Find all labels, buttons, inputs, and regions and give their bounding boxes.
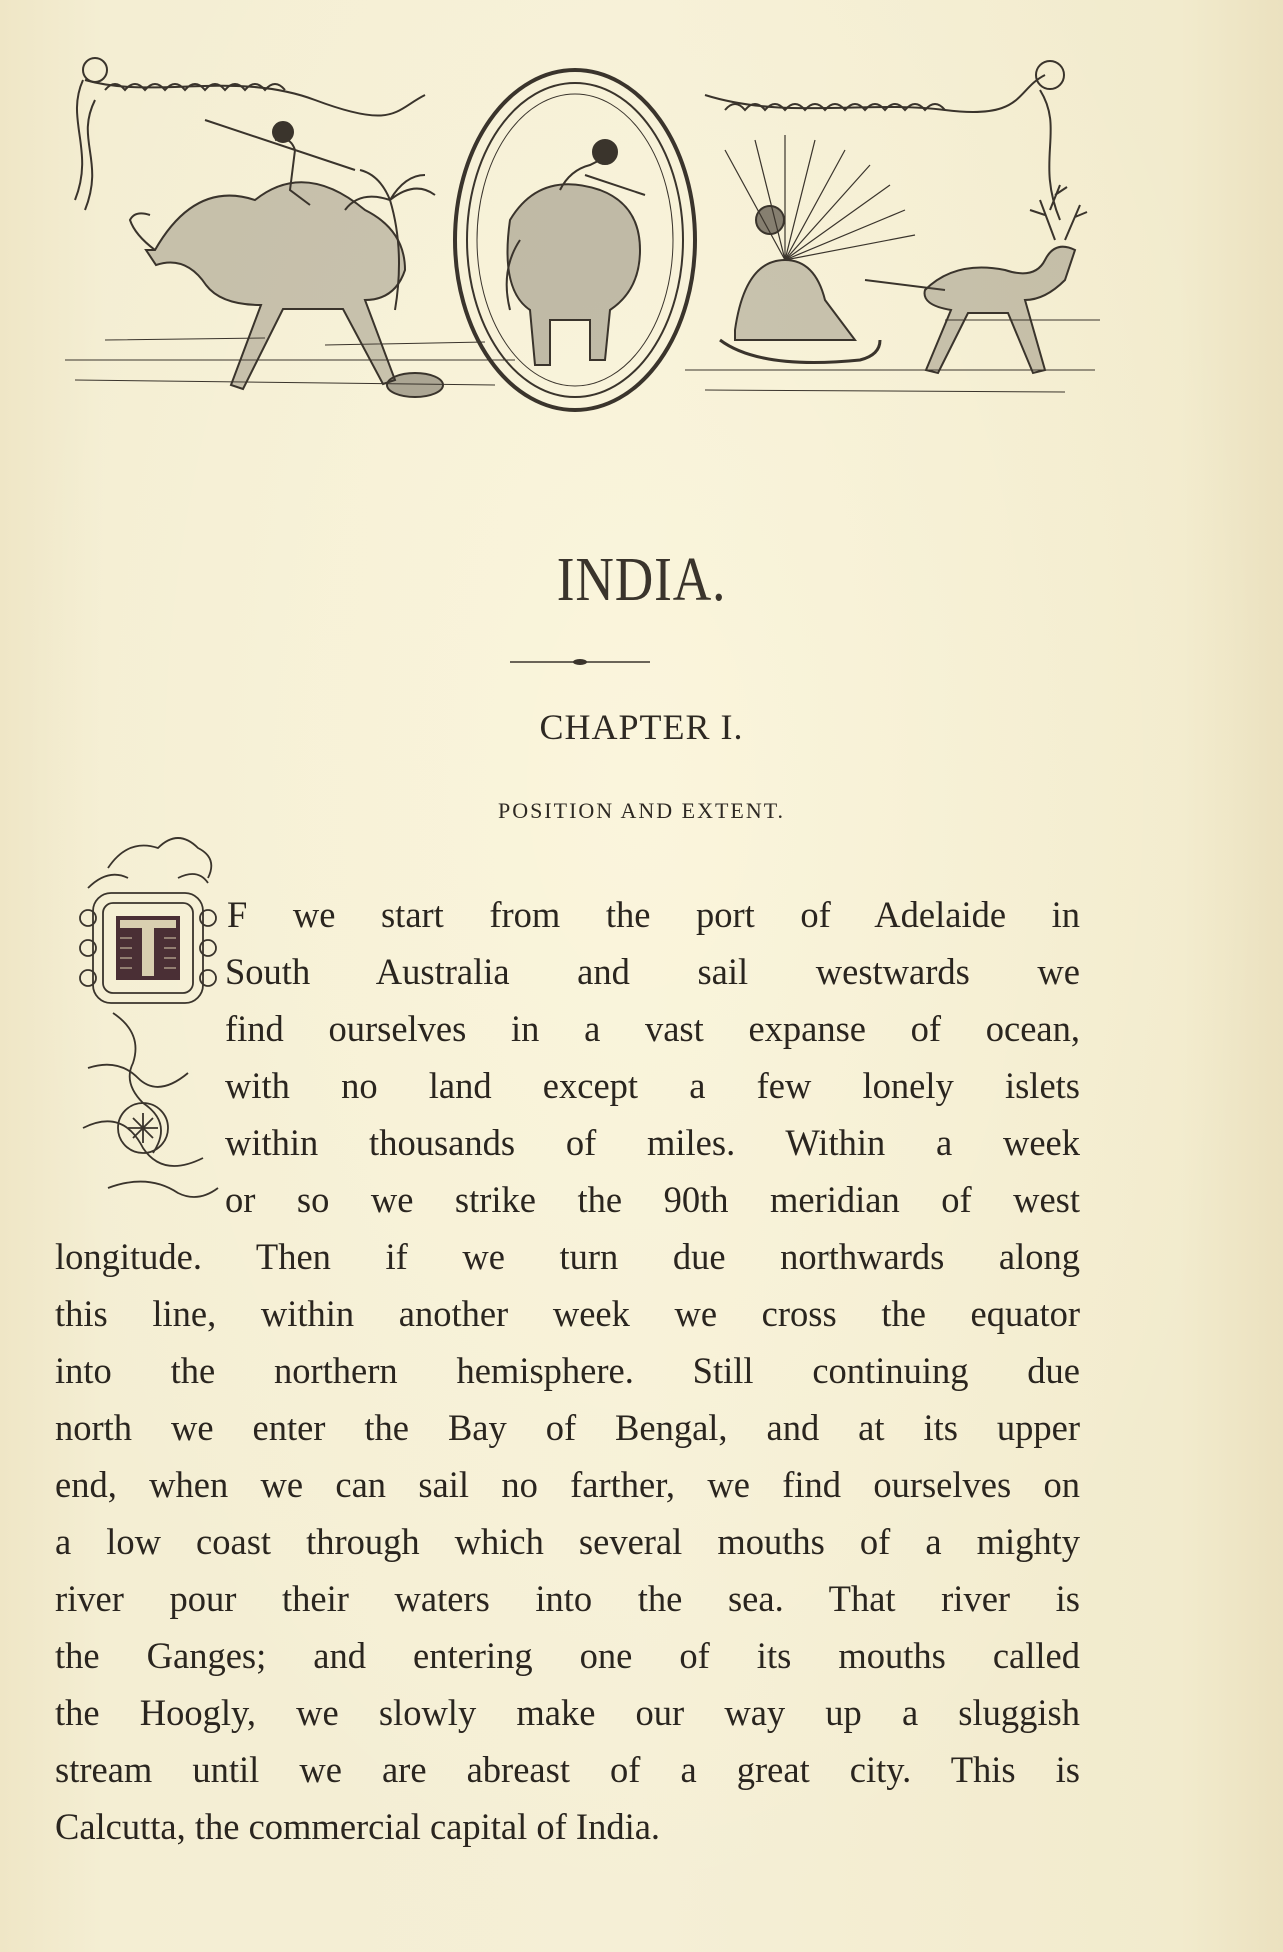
paragraph-line: north we enter the Bay of Bengal, and at its upper — [55, 1407, 1080, 1448]
paragraph-line: within thousands of miles. Within a week — [225, 1122, 1080, 1163]
paragraph-line: into the northern hemisphere. Still continuing due — [55, 1350, 1080, 1391]
paragraph-line: river pour their waters into the sea. That river is — [55, 1578, 1080, 1619]
paragraph-line: with no land except a few lonely islets — [225, 1065, 1080, 1106]
paragraph-line: find ourselves in a vast expanse of ocean, — [225, 1008, 1080, 1049]
paragraph-line: a low coast through which several mouths of a mighty — [55, 1521, 1080, 1562]
paragraph-line: the Ganges; and entering one of its mouths called — [55, 1635, 1080, 1676]
paragraph-line: F we start from the port of Adelaide in — [227, 894, 1080, 935]
paragraph-line: Calcutta, the commercial capital of India. — [55, 1806, 661, 1847]
paragraph-line: stream until we are abreast of a great city. This is — [55, 1749, 1080, 1790]
paragraph-line: this line, within another week we cross the equator — [55, 1293, 1080, 1334]
paragraph-line: end, when we can sail no farther, we find ourselves on — [55, 1464, 1080, 1505]
ornamental-rule — [510, 653, 650, 661]
paragraph-line: the Hoogly, we slowly make our way up a sluggish — [55, 1692, 1080, 1733]
body-paragraph — [55, 886, 1080, 1855]
paragraph-line: South Australia and sail westwards we — [225, 951, 1080, 992]
chapter-title: CHAPTER I. — [539, 707, 744, 747]
paragraph-line: longitude. Then if we turn due northwards along — [55, 1236, 1080, 1277]
paragraph-line: or so we strike the 90th meridian of west — [225, 1179, 1080, 1220]
chapter-subtitle: POSITION AND EXTENT. — [497, 798, 786, 823]
engraved-headpiece-illustration — [65, 40, 1100, 440]
section-title: INDIA. — [556, 546, 727, 614]
